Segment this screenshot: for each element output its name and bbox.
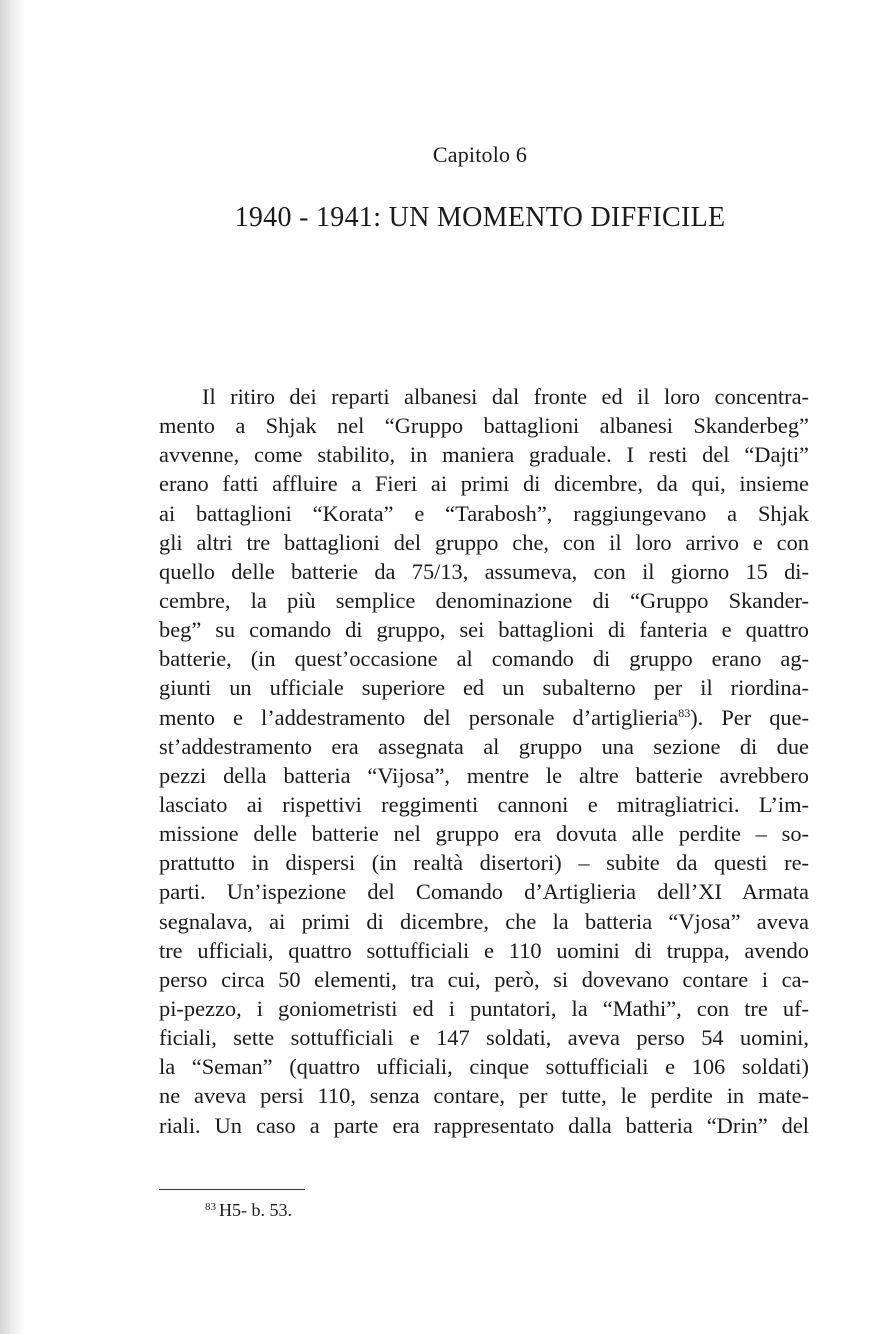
chapter-label: Capitolo 6 (432, 142, 528, 167)
page-edge-shadow (0, 0, 26, 1334)
text-line: ne aveva persi 110, senza contare, per tutte, le perdite in mate- (159, 1083, 809, 1109)
text-line: la “Seman” (quattro ufficiali, cinque sottufficiali e 106 soldati) (159, 1054, 809, 1080)
text-line: prattutto in dispersi (in realtà disertori) – subite da questi re- (159, 850, 809, 876)
text-line: Il ritiro dei reparti albanesi dal fronte ed il loro concentra- (202, 384, 809, 409)
text-line: riali. Un caso a parte era rappresentato dalla batteria “Drin” del (159, 1112, 809, 1138)
text-line: tre ufficiali, quattro sottufficiali e 110 uomini di truppa, avendo (159, 937, 809, 963)
footnote-divider (159, 1189, 305, 1190)
text-line: cembre, la più semplice denominazione di “Gruppo Skander- (159, 587, 809, 613)
footnote-reference[interactable]: 83 (678, 705, 691, 720)
text-line: st’addestramento era assegnata al gruppo una sezione di due (159, 733, 809, 759)
text-segment: mento e l’addestramento del personale d’artiglieria (159, 704, 679, 730)
text-line: pezzi della batteria “Vijosa”, mentre le altre batterie avrebbero (159, 762, 809, 788)
text-line: giunti un ufficiale superiore ed un subalterno per il riordina- (159, 675, 809, 701)
text-line: erano fatti affluire a Fieri ai primi di dicembre, da qui, insieme (159, 471, 809, 497)
text-line: beg” su comando di gruppo, sei battaglioni di fanteria e quattro (159, 617, 809, 643)
text-line: pi-pezzo, i goniometristi ed i puntatori, la “Mathi”, con tre uf- (159, 995, 809, 1021)
text-segment: ). Per que- (690, 704, 810, 730)
text-line: quello delle batterie da 75/13, assumeva, con il giorno 15 di- (159, 558, 809, 584)
chapter-title: 1940 - 1941: UN MOMENTO DIFFICILE (234, 202, 726, 233)
footnote-number: 83 (205, 1201, 216, 1213)
text-line: gli altri tre battaglioni del gruppo che, con il loro arrivo e con (159, 529, 809, 555)
text-line: batterie, (in quest’occasione al comando di gruppo erano ag- (159, 646, 809, 672)
text-line: ficiali, sette sottufficiali e 147 soldati, aveva perso 54 uomini, (159, 1025, 809, 1051)
text-line: ai battaglioni “Korata” e “Tarabosh”, raggiungevano a Shjak (159, 500, 809, 526)
footnote (205, 1200, 292, 1221)
text-line: avvenne, come stabilito, in maniera graduale. I resti del “Dajti” (159, 442, 809, 468)
text-line: missione delle batterie nel gruppo era dovuta alle perdite – so- (159, 821, 809, 847)
text-line: segnalava, ai primi di dicembre, che la batteria “Vjosa” aveva (159, 908, 809, 934)
text-line-with-footnote (159, 703, 809, 732)
body-paragraph (159, 382, 809, 1140)
footnote-text: H5- b. 53. (219, 1200, 292, 1220)
text-line: parti. Un’ispezione del Comando d’Artiglieria dell’XI Armata (159, 879, 809, 905)
text-line: lasciato ai rispettivi reggimenti cannoni e mitragliatrici. L’im- (159, 791, 809, 817)
text-line: perso circa 50 elementi, tra cui, però, si dovevano contare i ca- (159, 966, 809, 992)
text-line: mento a Shjak nel “Gruppo battaglioni albanesi Skanderbeg” (159, 413, 809, 439)
